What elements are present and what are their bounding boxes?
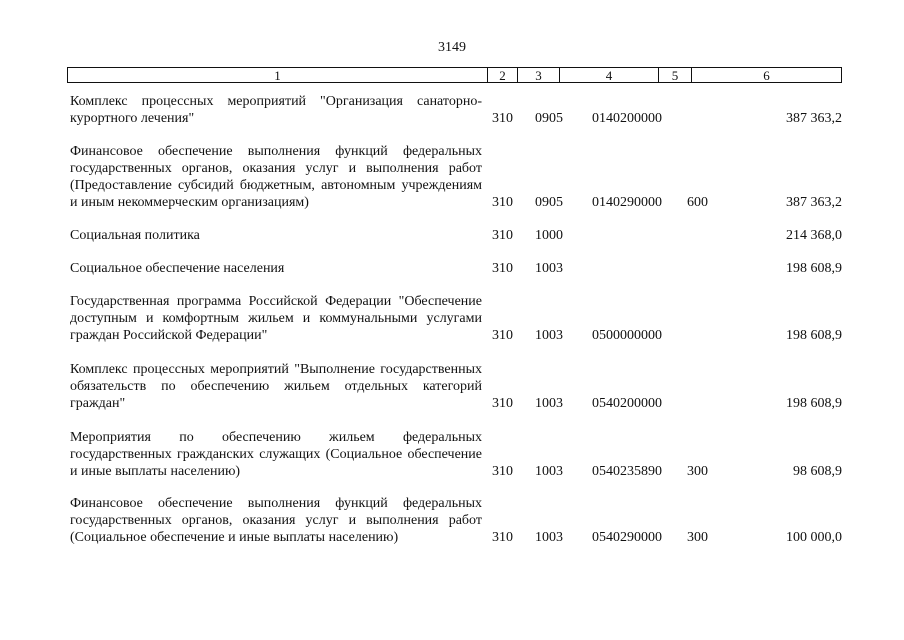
table-row: [70, 227, 842, 244]
row-description: Социальная политика: [70, 228, 200, 243]
row-col-6: 100 000,0: [786, 530, 842, 545]
row-col-6: 98 608,9: [793, 464, 842, 479]
row-col-6: 198 608,9: [786, 261, 842, 276]
table-row: [70, 495, 842, 546]
row-col-2: 310: [492, 195, 513, 210]
table-row: [70, 429, 842, 480]
row-description: Социальное обеспечение населения: [70, 261, 285, 276]
header-col-3: 3: [518, 68, 560, 82]
table-row: [70, 93, 842, 127]
row-description: Комплекс процессных мероприятий "Выполнение государственных обязательств по обеспечению жильем отдельных категорий граждан": [70, 362, 482, 411]
header-col-4: 4: [560, 68, 659, 82]
row-col-3: 1003: [535, 261, 563, 276]
row-col-2: 310: [492, 530, 513, 545]
page-number: 3149: [438, 40, 466, 55]
header-col-6: 6: [763, 68, 770, 83]
row-col-4: 0500000000: [592, 328, 662, 343]
row-col-3: 1003: [535, 464, 563, 479]
row-description: Мероприятия по обеспечению жильем федеральных государственных гражданских служащих (Социальное обеспечение и иные выплаты населению): [70, 430, 482, 479]
row-description: Финансовое обеспечение выполнения функций федеральных государственных органов, оказания услуг и выполнения работ (Социальное обеспечение и иные выплаты населению): [70, 496, 482, 545]
row-col-5: 300: [687, 530, 708, 545]
row-col-6: 198 608,9: [786, 396, 842, 411]
row-col-3: 1000: [535, 228, 563, 243]
header-col-5: 5: [659, 68, 692, 82]
row-col-2: 310: [492, 228, 513, 243]
row-col-5: 300: [687, 464, 708, 479]
row-col-4: 0140200000: [592, 111, 662, 126]
row-col-6: 387 363,2: [786, 111, 842, 126]
table-row: [70, 361, 842, 412]
row-col-3: 1003: [535, 328, 563, 343]
row-description: Финансовое обеспечение выполнения функций федеральных государственных органов, оказания услуг и выполнения работ (Предоставление субсидий бюджетным, автономным учреждениям и иным некоммерческим организациям): [70, 144, 482, 210]
row-col-2: 310: [492, 396, 513, 411]
header-col-1: 1: [68, 68, 488, 82]
row-col-3: 1003: [535, 396, 563, 411]
table-header: [67, 67, 842, 83]
row-col-4: 0140290000: [592, 195, 662, 210]
row-col-2: 310: [492, 111, 513, 126]
row-col-3: 1003: [535, 530, 563, 545]
row-col-2: 310: [492, 464, 513, 479]
row-col-6: 387 363,2: [786, 195, 842, 210]
row-col-6: 198 608,9: [786, 328, 842, 343]
row-col-3: 0905: [535, 111, 563, 126]
table-row: [70, 143, 842, 211]
row-description: Комплекс процессных мероприятий "Организация санаторно-курортного лечения": [70, 94, 482, 126]
row-col-4: 0540290000: [592, 530, 662, 545]
row-description: Государственная программа Российской Федерации "Обеспечение доступным и комфортным жильем и коммунальными услугами граждан Российской Федерации": [70, 294, 482, 343]
row-col-6: 214 368,0: [786, 228, 842, 243]
row-col-4: 0540200000: [592, 396, 662, 411]
table-row: [70, 293, 842, 344]
row-col-3: 0905: [535, 195, 563, 210]
row-col-2: 310: [492, 261, 513, 276]
table-row: [70, 260, 842, 277]
row-col-5: 600: [687, 195, 708, 210]
row-col-4: 0540235890: [592, 464, 662, 479]
header-col-2: 2: [488, 68, 518, 82]
row-col-2: 310: [492, 328, 513, 343]
